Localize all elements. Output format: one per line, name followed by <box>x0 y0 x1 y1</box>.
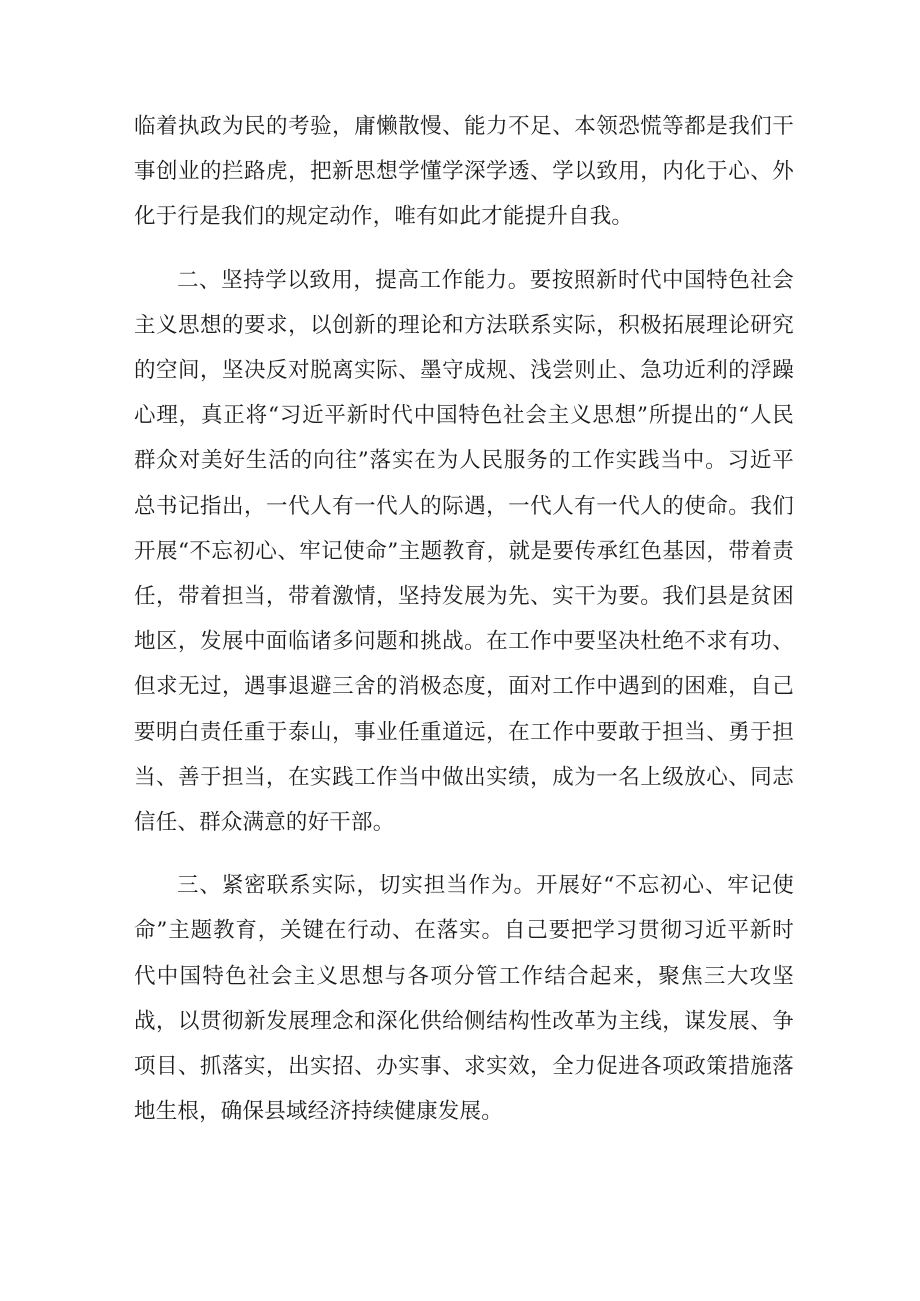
paragraph-section-two: 二、坚持学以致用，提高工作能力。要按照新时代中国特色社会主义思想的要求，以创新的理论和方法联系实际，积极拓展理论研究的空间，坚决反对脱离实际、墨守成规、浅尝则止、急功近利的浮躁心理，真正将“习近平新时代中国特色社会主义思想”所提出的“人民群众对美好生活的向往”落实在为人民服务的工作实践当中。习近平总书记指出，一代人有一代人的际遇，一代人有一代人的使命。我们开展“不忘初心、牢记使命”主题教育，就是要传承红色基因，带着责任，带着担当，带着激情，坚持发展为先、实干为要。我们县是贫困地区，发展中面临诸多问题和挑战。在工作中要坚决杜绝不求有功、但求无过，遇事退避三舍的消极态度，面对工作中遇到的困难，自己要明白责任重于泰山，事业任重道远，在工作中要敢于担当、勇于担当、善于担当，在实践工作当中做出实绩，成为一名上级放心、同志信任、群众满意的好干部。 <box>134 267 794 836</box>
paragraph-section-three: 三、紧密联系实际，切实担当作为。开展好“不忘初心、牢记使命”主题教育，关键在行动、在落实。自己要把学习贯彻习近平新时代中国特色社会主义思想与各项分管工作结合起来，聚焦三大攻坚战，以贯彻新发展理念和深化供给侧结构性改革为主线，谋发展、争项目、抓落实，出实招、办实事、求实效，全力促进各项政策措施落地生根，确保县域经济持续健康发展。 <box>134 873 794 1125</box>
paragraph-continuation: 临着执政为民的考验，庸懒散慢、能力不足、本领恐慌等都是我们干事创业的拦路虎，把新思想学懂学深学透、学以致用，内化于心、外化于行是我们的规定动作，唯有如此才能提升自我。 <box>134 114 794 230</box>
document-body <box>134 104 794 1134</box>
